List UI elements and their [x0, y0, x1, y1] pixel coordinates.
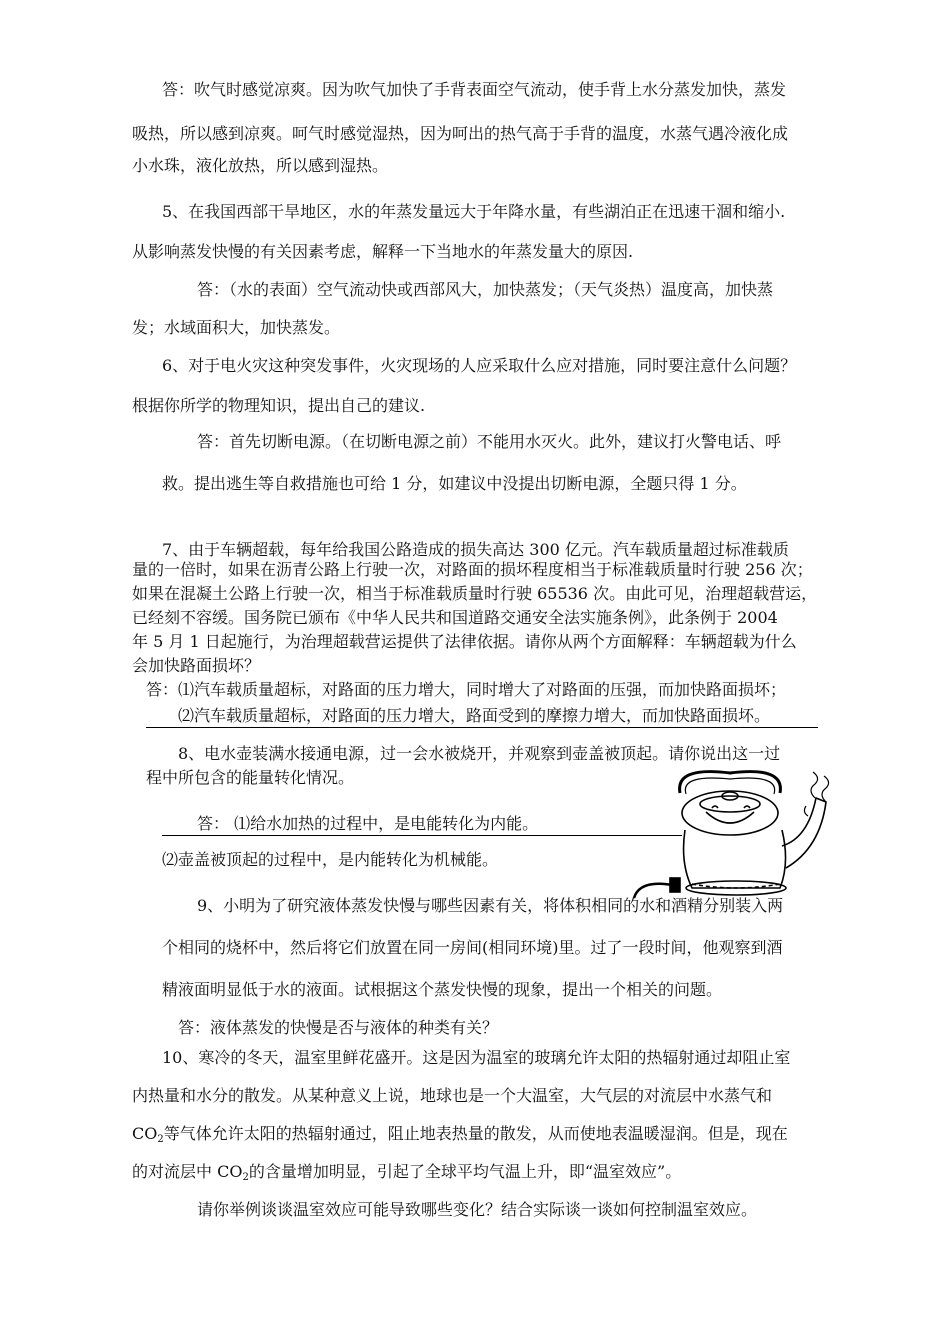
q7-question-line5: 年 5 月 1 日起施行，为治理超载营运提供了法律依据。请你从两个方面解释：车辆超载为什么 [132, 632, 797, 651]
q4-answer-line2: 吸热，所以感到凉爽。呵气时感觉湿热，因为呵出的热气高于手背的温度，水蒸气遇冷液化成 [132, 124, 789, 143]
q6-question-line2: 根据你所学的物理知识，提出自己的建议. [132, 396, 426, 415]
q7-question-line4: 已经刻不容缓。国务院已颁布《中华人民共和国道路交通安全法实施条例》，此条例于 2004 [132, 608, 778, 627]
q10-question-line2: 内热量和水分的散发。从某种意义上说，地球也是一个大温室，大气层的对流层中水蒸气和 [132, 1086, 773, 1105]
q6-question-line1: 6、对于电火灾这种突发事件，火灾现场的人应采取什么应对措施，同时要注意什么问题？ [162, 356, 797, 375]
co2-subscript: 2 [242, 1172, 249, 1183]
q7-question-line3: 如果在混凝土公路上行驶一次，相当于标准载质量时行驶 65536 次。由此可见，治理超载营运， [132, 584, 818, 603]
q6-answer-line2: 救。提出逃生等自救措施也可给 1 分，如建议中没提出切断电源，全题只得 1 分。 [162, 474, 747, 493]
q10-line4-pre: 的对流层中 CO [132, 1162, 243, 1181]
q7-answer-line1: 答：⑴汽车载质量超标，对路面的压力增大，同时增大了对路面的压强，而加快路面损坏； [146, 680, 787, 699]
q7-question-line2: 量的一倍时，如果在沥青公路上行驶一次，对路面的损坏程度相当于标准载质量时行驶 256 次； [132, 560, 813, 579]
q7-question-line6: 会加快路面损坏？ [132, 656, 261, 675]
answer-underline [162, 835, 682, 836]
q9-question-line3: 精液面明显低于水的液面。试根据这个蒸发快慢的现象，提出一个相关的问题。 [162, 980, 723, 999]
q10-question-line4 [132, 1162, 681, 1188]
q10-line3-rest: 等气体允许太阳的热辐射通过，阻止地表热量的散发，从而使地表温暖湿润。但是，现在 [163, 1124, 788, 1143]
q7-answer-line2: ⑵汽车载质量超标，对路面的压力增大，路面受到的摩擦力增大，而加快路面损坏。 [178, 706, 771, 725]
q9-answer-line1: 答：液体蒸发的快慢是否与液体的种类有关？ [178, 1018, 499, 1037]
q5-question-line1: 5、在我国西部干旱地区，水的年蒸发量远大于年降水量，有些湖泊正在迅速干涸和缩小. [162, 202, 786, 221]
co2-text: CO [132, 1124, 158, 1143]
q6-answer-line1: 答：首先切断电源。（在切断电源之前）不能用水灭火。此外，建议打火警电话、呼 [197, 432, 782, 451]
electric-kettle-icon [630, 768, 845, 903]
q8-question-line1: 8、电水壶装满水接通电源，过一会水被烧开，并观察到壶盖被顶起。请你说出这一过 [178, 744, 781, 763]
q9-question-line2: 个相同的烧杯中，然后将它们放置在同一房间(相同环境)里。过了一段时间，他观察到酒 [162, 938, 783, 957]
q5-question-line2: 从影响蒸发快慢的有关因素考虑，解释一下当地水的年蒸发量大的原因. [132, 242, 634, 261]
answer-underline [146, 727, 818, 728]
q10-question-line3 [132, 1124, 788, 1150]
q8-answer-line1: 答： ⑴给水加热的过程中，是电能转化为内能。 [197, 814, 539, 833]
q4-answer-line3: 小水珠，液化放热，所以感到湿热。 [132, 156, 389, 175]
co2-subscript: 2 [157, 1134, 164, 1145]
q5-answer-line2: 发；水域面积大，加快蒸发。 [132, 318, 341, 337]
q5-answer-line1: 答：（水的表面）空气流动快或西部风大，加快蒸发；（天气炎热）温度高，加快蒸 [197, 280, 774, 299]
q8-question-line2: 程中所包含的能量转化情况。 [146, 768, 355, 787]
q9-question-line1: 9、小明为了研究液体蒸发快慢与哪些因素有关，将体积相同的水和酒精分别装入两 [197, 896, 784, 915]
q7-question-line1: 7、由于车辆超载，每年给我国公路造成的损失高达 300 亿元。汽车载质量超过标准载质 [162, 540, 789, 559]
q10-prompt: 请你举例谈谈温室效应可能导致哪些变化？结合实际谈一谈如何控制温室效应。 [197, 1200, 758, 1219]
q4-answer-line1: 答：吹气时感觉凉爽。因为吹气加快了手背表面空气流动，使手背上水分蒸发加快，蒸发 [162, 80, 787, 99]
q10-question-line1: 10、寒冷的冬天，温室里鲜花盛开。这是因为温室的玻璃允许太阳的热辐射通过却阻止室 [162, 1048, 791, 1067]
q10-line4-rest: 的含量增加明显，引起了全球平均气温上升，即“温室效应”。 [248, 1162, 682, 1181]
q8-answer-line2: ⑵壶盖被顶起的过程中，是内能转化为机械能。 [162, 850, 499, 869]
